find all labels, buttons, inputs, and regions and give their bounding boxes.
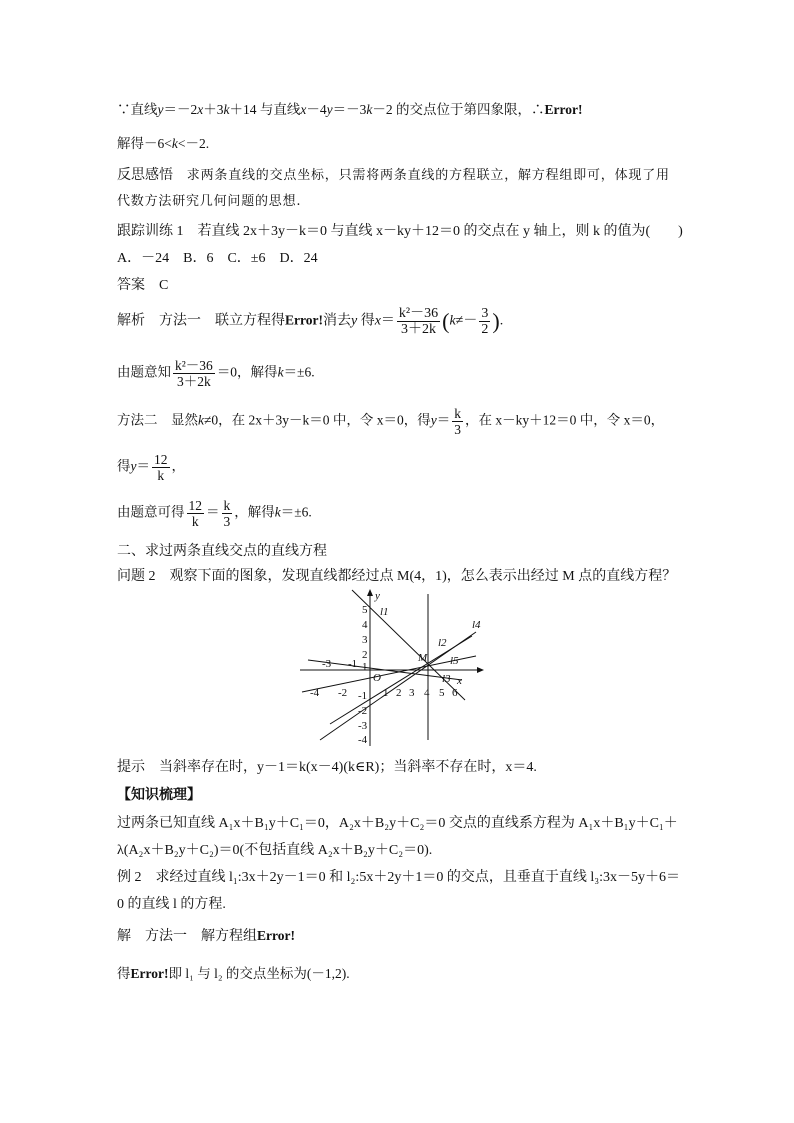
x-tick: 1 [383,687,389,699]
knowledge-heading: 【知识梳理】 [117,788,201,803]
x-tick: 5 [439,687,445,699]
x-axis-arrow [477,667,484,673]
x-tick: -1 [348,658,358,670]
method2-label: 方法二 [117,412,158,428]
x-tick: -4 [310,687,320,699]
text-line-8: 得y＝ $\frac{12}{k}$ ， [117,452,185,483]
lines-through-m-figure [300,588,490,748]
method2-line: 方法二 显然k≠0，在 2x＋3y－k＝0 中，令 x＝0，得y＝ $\frac{k}{3}$ ，在 x－ky＋12＝0 中，令 x＝0， [117,406,665,437]
y-tick: 5 [362,604,368,616]
label-l3: l3 [442,673,451,685]
x-tick: 2 [396,687,402,699]
reflection-line-1: 反思感悟 求两条直线的交点坐标，只需将两条直线的方程联立，解方程组即可，体现了用 [117,168,670,183]
point-m-label: M [418,652,428,664]
last-line: 得Error!即 l₁ 与 l₂ 的交点坐标为(－1,2). [117,966,350,981]
y-tick: 1 [362,661,368,673]
fraction: $\frac{12}{k}$ [188,498,202,529]
x-tick: 6 [452,687,458,699]
track-label: 跟踪训练 1 [117,224,184,239]
label-l5: l5 [450,655,459,667]
solution-line: 解 方法一 解方程组Error! [117,928,295,944]
origin-label: O [373,672,381,684]
fraction: $\frac{k}{3}$ [454,406,462,437]
options: A．－24 B．6 C．±6 D．24 [117,251,318,266]
fraction: $\frac{12}{k}$ [154,452,168,483]
fraction: $\frac{\text{k²－36}}{3+2k}$ [398,306,439,337]
example2-line: 例 2 求经过直线 l₁:3x＋2y－1＝0 和 l₂:5x＋2y＋1＝0 的交点，且垂直于直线 l₃:3x－5y＋6＝ [117,870,680,885]
x-tick: 3 [409,687,415,699]
example2-line-2: 0 的直线 l 的方程. [117,897,226,912]
hint-label: 提示 [117,760,145,775]
x-axis-label: x [457,675,462,687]
y-tick: -1 [358,690,368,702]
fraction: $\frac{3}{2}$ [481,306,489,337]
y-tick: -4 [358,734,368,746]
line-l2 [330,636,472,724]
x-tick: -3 [322,658,332,670]
analysis-label: 解析 [117,313,145,329]
y-tick: -3 [358,720,368,732]
knowledge-line-1: 过两条已知直线 A₁x＋B₁y＋C₁＝0，A₂x＋B₂y＋C₂＝0 交点的直线系方程为 A₁x＋B₁y＋C₁＋ [117,816,678,831]
problem2-line: 问题 2 观察下面的图象，发现直线都经过点 M(4，1)，怎么表示出经过 M 点的直线方程？ [117,569,677,584]
text-line-6: 由题意知 $\frac{\text{k²－36}}{3+2k}$ ＝0，解得k＝±6. [117,358,315,389]
y-tick: 4 [362,619,368,631]
problem2-label: 问题 2 [117,569,156,584]
label-l4: l4 [472,619,481,631]
y-axis-arrow [367,589,373,596]
section-heading: 二、求过两条直线交点的直线方程 [117,544,327,559]
label-l2: l2 [438,637,447,649]
track-exercise: 跟踪训练 1 若直线 2x＋3y－k＝0 与直线 x－ky＋12＝0 的交点在 y 轴上，则 k 的值为( ) [117,224,683,239]
fraction: $\frac{k}{3}$ [223,498,231,529]
y-tick: -2 [358,705,368,717]
x-tick: -2 [338,687,348,699]
label-l1: l1 [380,606,389,618]
reflection-line-2: 代数方法研究几何问题的思想. [117,194,302,209]
hint-line: 提示 当斜率存在时，y－1＝k(x－4)(k∈R)；当斜率不存在时，x＝4. [117,760,537,775]
answer-line: 答案 C [117,278,169,293]
text-line-2: 解得－6<k<－2. [117,136,210,151]
solution-label: 解 [117,929,131,944]
text-line-1: ∵直线y＝－2x＋3k＋14 与直线x－4y＝－3k－2 的交点位于第四象限，∴Error! [117,102,583,117]
y-axis-label: y [375,590,380,602]
y-tick: 2 [362,649,368,661]
analysis-line: 解析 方法一 联立方程得Error!消去y 得x＝ $\frac{\text{k²－36}}{3+2k}$ (k≠－ $\frac{3}{2}$ ). [117,306,504,337]
text-line-9: 由题意可得 $\frac{12}{k}$ ＝ $\frac{k}{3}$ ，解得k＝±6. [117,498,312,529]
answer-label: 答案 [117,278,145,293]
example2-label: 例 2 [117,870,142,885]
knowledge-line-2: λ(A₂x＋B₂y＋C₂)＝0(不包括直线 A₂x＋B₂y＋C₂＝0). [117,843,433,858]
reflection-label: 反思感悟 [117,168,173,183]
fraction: $\frac{\text{k²－36}}{3+2k}$ [175,358,213,389]
x-tick: 4 [424,687,430,699]
y-tick: 3 [362,634,368,646]
